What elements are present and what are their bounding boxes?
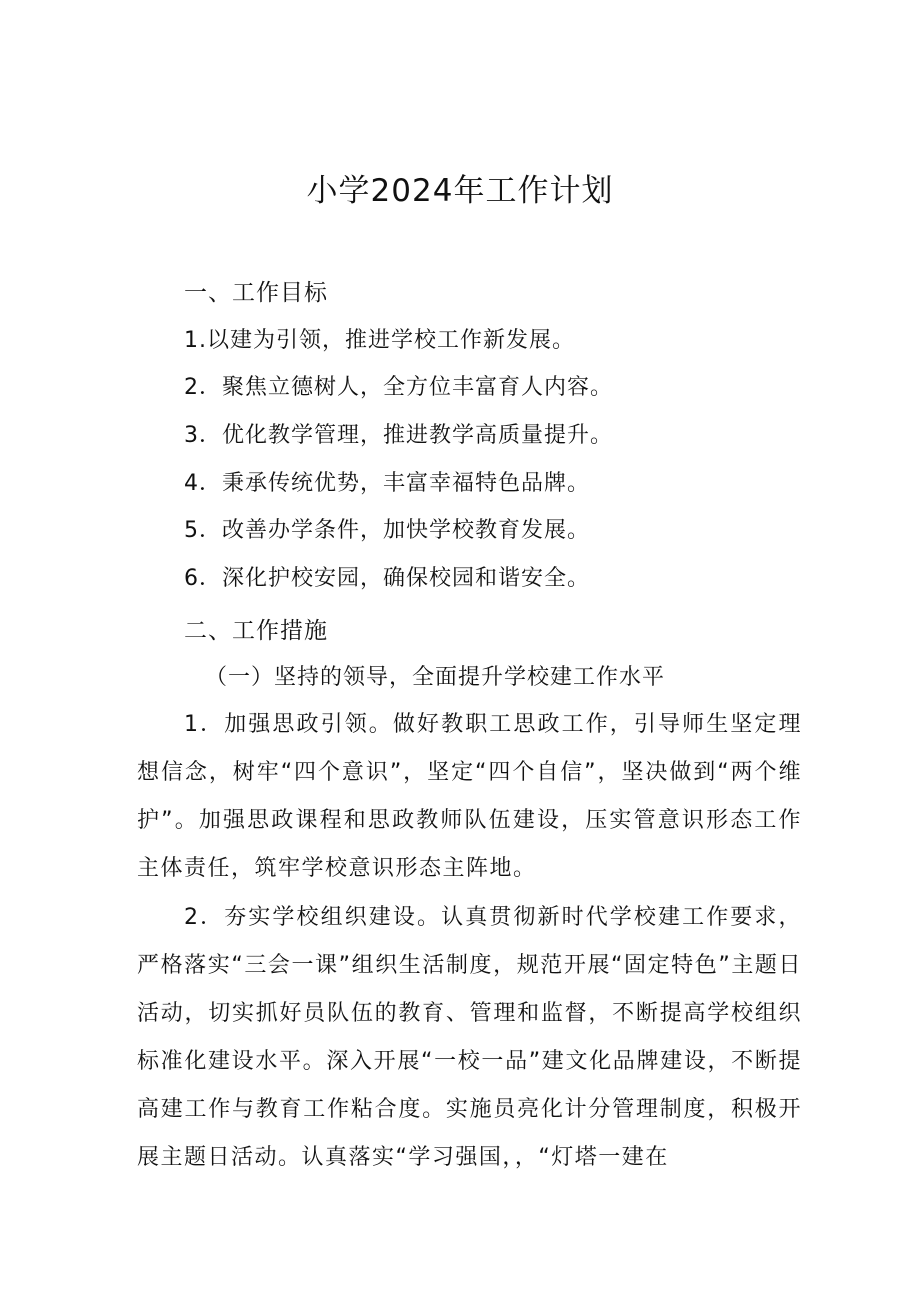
goal-item-5: 5．改善办学条件，加快学校教育发展。 <box>184 518 590 543</box>
section-heading-goals: 一、工作目标 <box>184 280 328 306</box>
goal-item-6: 6．深化护校安园，确保校园和谐安全。 <box>184 566 590 591</box>
document-title: 小学2024年工作计划 <box>306 173 614 209</box>
section-heading-measures: 二、工作措施 <box>184 618 328 644</box>
goal-item-3: 3．优化教学管理，推进教学高质量提升。 <box>184 423 613 448</box>
goal-item-4: 4．秉承传统优势，丰富幸福特色品牌。 <box>184 471 590 496</box>
goal-item-2: 2．聚焦立德树人，全方位丰富育人内容。 <box>184 375 613 400</box>
paragraph-1: 1．加强思政引领。做好教职工思政工作，引导师生坚定理想信念，树牢“四个意识”，坚定“四个自信”，坚决做到“两个维护”。加强思政课程和思政教师队伍建设，压实管意识形态工作主体责任，筑牢学校意识形态主阵地。 <box>137 712 802 881</box>
goal-item-1: 1.以建为引领，推进学校工作新发展。 <box>184 328 575 353</box>
paragraph-2: 2．夯实学校组织建设。认真贯彻新时代学校建工作要求，严格落实“三会一课”组织生活制度，规范开展“固定特色”主题日活动，切实抓好员队伍的教育、管理和监督，不断提高学校组织标准化建设水平。深入开展“一校一品”建文化品牌建设，不断提高建工作与教育工作粘合度。实施员亮化计分管理制度，积极开展主题日活动。认真落实“学习强国，，“灯塔一建在 <box>137 905 802 1170</box>
subsection-heading: （一）坚持的领导，全面提升学校建工作水平 <box>205 665 666 690</box>
